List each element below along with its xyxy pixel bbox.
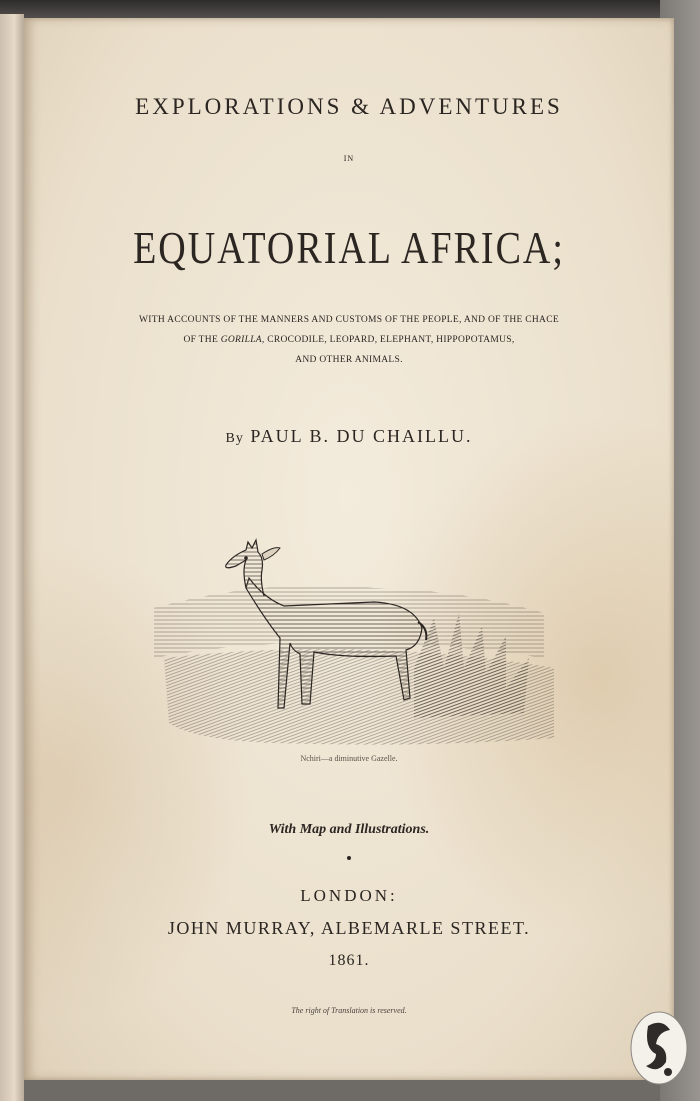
subtitle-line-2-prefix: OF THE xyxy=(183,335,221,345)
illustration-caption: Nchiri—a diminutive Gazelle. xyxy=(300,754,398,763)
map-illustrations-line: With Map and Illustrations. xyxy=(268,822,430,837)
author-line xyxy=(24,426,674,447)
title-page xyxy=(24,18,674,1080)
title-line-1: EXPLORATIONS & ADVENTURES xyxy=(135,94,563,119)
author-by: By xyxy=(225,431,244,446)
subtitle-line-1: WITH ACCOUNTS OF THE MANNERS AND CUSTOMS OF THE PEOPLE, AND OF THE CHACE xyxy=(139,315,559,325)
left-page-edge xyxy=(0,14,24,1101)
title-in: IN xyxy=(343,154,355,163)
subtitle-line-2 xyxy=(24,330,674,350)
subtitle-line-3: AND OTHER ANIMALS. xyxy=(295,355,403,365)
subtitle-gorilla: GORILLA, xyxy=(220,335,265,345)
publisher-city: LONDON: xyxy=(300,886,398,905)
publisher-name: JOHN MURRAY, ALBEMARLE STREET. xyxy=(167,918,531,938)
rights-note: The right of Translation is reserved. xyxy=(291,1006,407,1015)
subtitle-line-2-rest: CROCODILE, LEOPARD, ELEPHANT, HIPPOPOTAMUS, xyxy=(264,335,515,345)
subtitle-block xyxy=(24,310,674,370)
main-title: EQUATORIAL AFRICA; xyxy=(133,223,565,274)
publication-year: 1861. xyxy=(328,952,370,969)
gazelle-engraving-icon xyxy=(114,518,554,748)
ornament-dot xyxy=(347,856,351,860)
author-name: PAUL B. DU CHAILLU. xyxy=(250,426,473,446)
bookseller-seal-icon xyxy=(628,1008,690,1088)
